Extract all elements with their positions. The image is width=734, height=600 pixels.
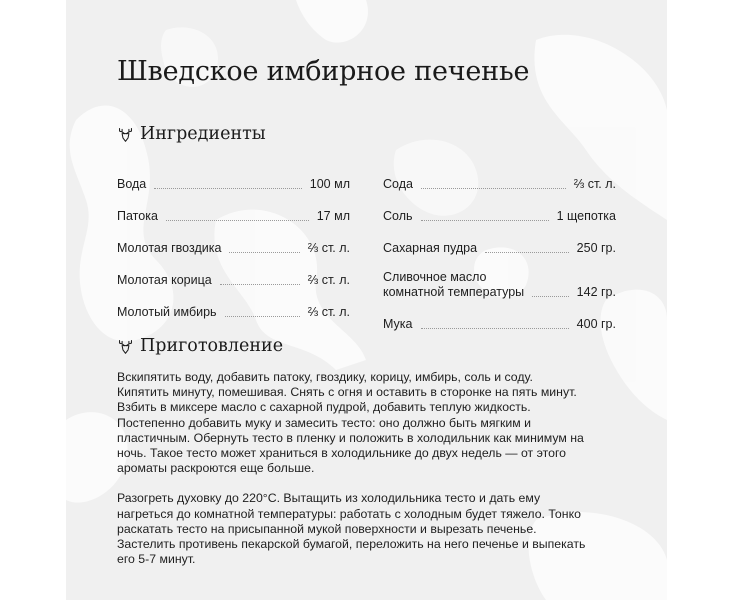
ingredient-name: Молотая гвоздика	[117, 241, 222, 255]
ingredient-row	[117, 256, 350, 288]
preparation-heading	[117, 336, 283, 356]
dotted-leader	[166, 220, 309, 221]
recipe-title: Шведское имбирное печенье	[117, 56, 530, 87]
recipe-card	[66, 0, 667, 600]
ingredient-name: Патока	[117, 209, 158, 223]
dotted-leader	[421, 220, 549, 221]
ingredient-name: Молотый имбирь	[117, 305, 217, 319]
ingredient-amount: 142 гр.	[576, 285, 616, 299]
ingredient-name: Мука	[383, 317, 413, 331]
dotted-leader	[532, 296, 569, 297]
ingredient-name: Сливочное масло комнатной температуры	[383, 270, 525, 299]
deer-head-icon	[117, 338, 134, 355]
deer-head-icon	[117, 126, 134, 143]
dotted-leader	[225, 316, 300, 317]
dotted-leader	[154, 188, 302, 189]
ingredient-row	[117, 288, 350, 320]
ingredient-amount: 17 мл	[316, 209, 350, 223]
ingredient-name: Вода	[117, 177, 147, 191]
ingredient-row	[117, 192, 350, 224]
preparation-step-paragraph: Вскипятить воду, добавить патоку, гвоздику, корицу, имбирь, соль и соду. Кипятить минуту, помешивая. Снять с огня и оставить в сторонке на пять минут. Взбить в миксере масло с сахарной пудрой, добавить теплую жидкость. Постепенно добавить муку и замесить тесто: оно должно быть мягким и пластичным. Обернуть тесто в пленку и положить в холодильник как минимум на ночь. Такое тесто может храниться в холодильнике до двух недель — от этого ароматы раскроются еще больше.	[117, 370, 584, 476]
ingredient-amount: 1 щепотка	[556, 209, 616, 223]
ingredients-heading	[117, 124, 266, 144]
dotted-leader	[229, 252, 299, 253]
ingredients-heading-label: Ингредиенты	[140, 124, 266, 144]
dotted-leader	[485, 252, 569, 253]
ingredient-row	[383, 256, 616, 300]
dotted-leader	[220, 284, 300, 285]
ingredient-row	[383, 160, 616, 192]
preparation-text	[117, 370, 587, 582]
ingredient-amount: ⅔ ст. л.	[573, 177, 616, 191]
preparation-step-paragraph: Разогреть духовку до 220°С. Вытащить из холодильника тесто и дать ему нагреться до комнатной температуры: работать с холодным будет тяжело. Тонко раскатать тесто на присыпанной мукой поверхности и вырезать печенье. Застелить противень пекарской бумагой, переложить на него печенье и выпекать его 5-7 минут.	[117, 491, 586, 567]
ingredient-amount: 100 мл	[309, 177, 350, 191]
ingredient-amount: 400 гр.	[576, 317, 616, 331]
ingredient-amount: ⅔ ст. л.	[307, 305, 350, 319]
ingredient-row	[117, 224, 350, 256]
dotted-leader	[421, 328, 569, 329]
ingredient-amount: ⅔ ст. л.	[307, 273, 350, 287]
ingredient-row	[383, 224, 616, 256]
dotted-leader	[421, 188, 566, 189]
ingredient-name: Соль	[383, 209, 413, 223]
ingredient-row	[383, 192, 616, 224]
ingredient-name: Молотая корица	[117, 273, 212, 287]
ingredients-list-right	[383, 160, 616, 332]
ingredient-amount: 250 гр.	[576, 241, 616, 255]
ingredient-amount: ⅔ ст. л.	[307, 241, 350, 255]
ingredient-row	[383, 300, 616, 332]
ingredient-name: Сода	[383, 177, 413, 191]
ingredient-name: Сахарная пудра	[383, 241, 478, 255]
ingredients-list-left	[117, 160, 350, 320]
ingredient-row	[117, 160, 350, 192]
preparation-heading-label: Приготовление	[140, 336, 284, 356]
